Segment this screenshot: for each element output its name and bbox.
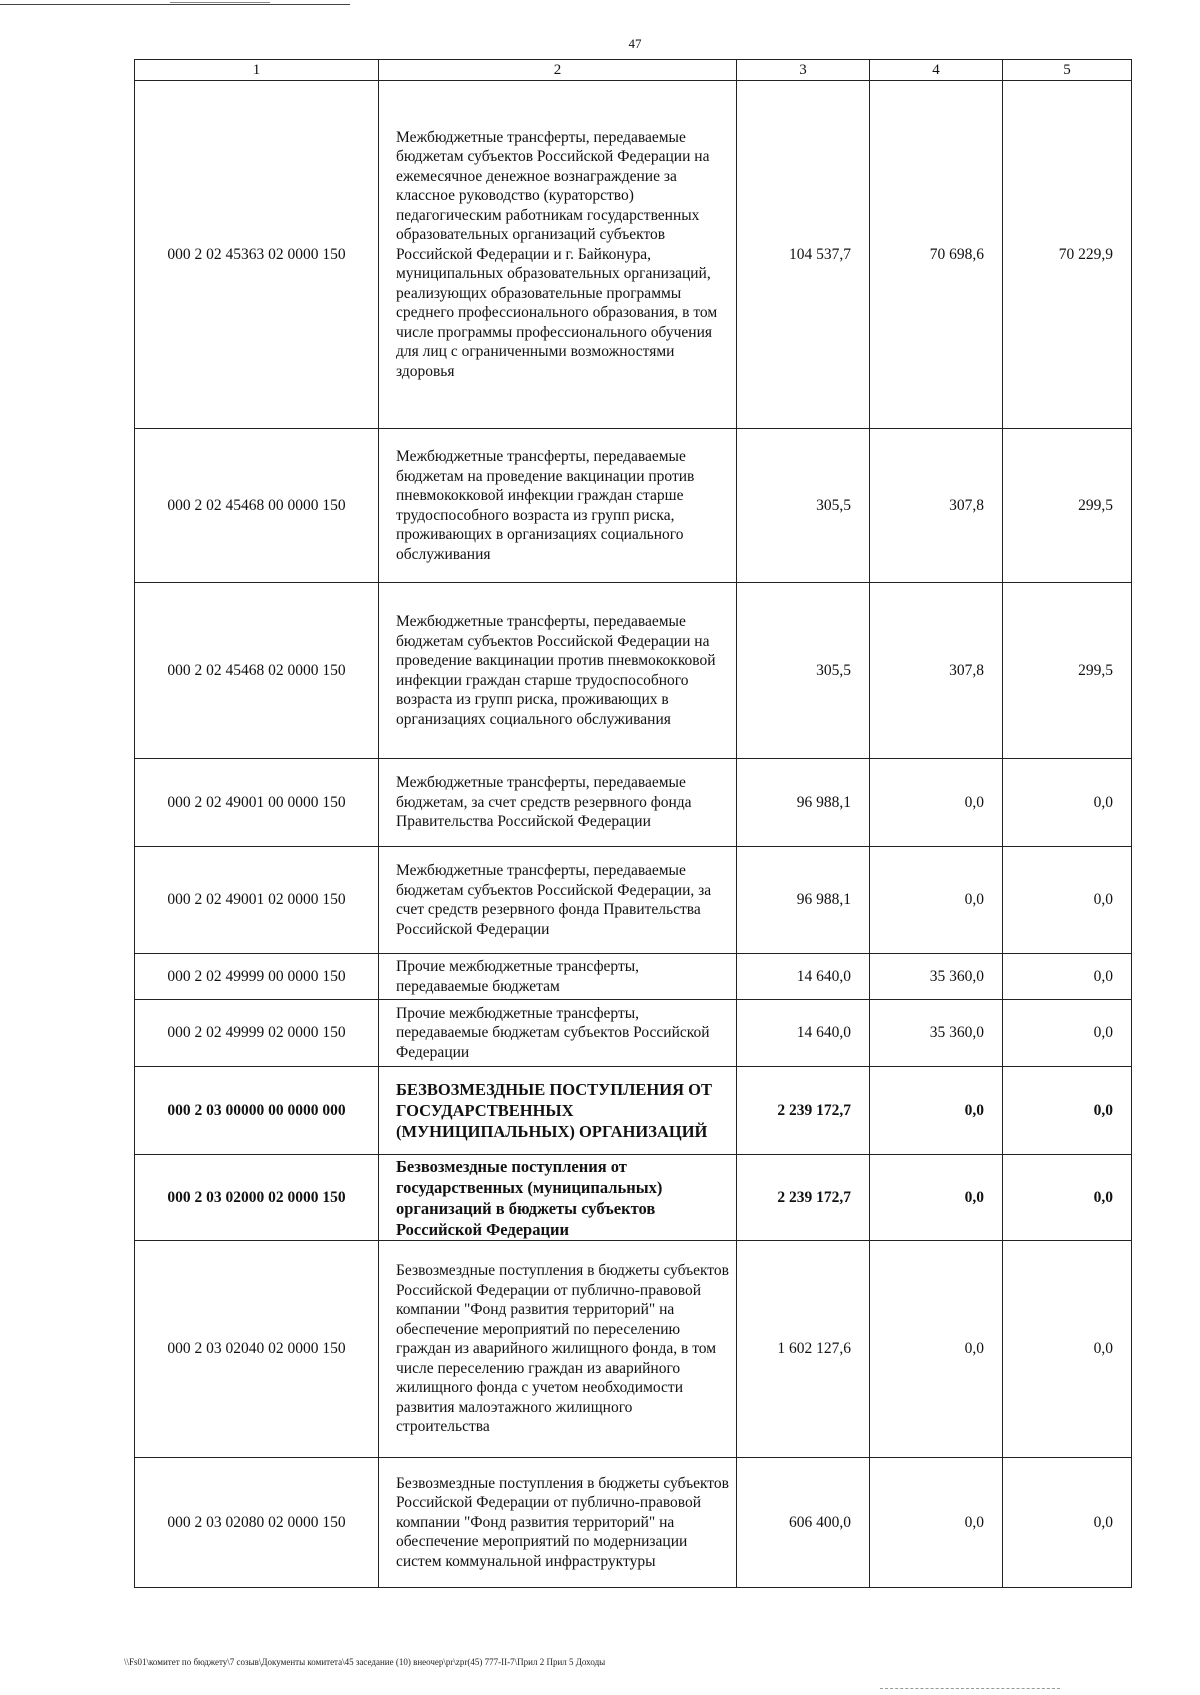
table-row [135,759,1132,847]
value-col3-cell: 96 988,1 [737,847,870,954]
table-row [135,1000,1132,1067]
value-col4-cell: 0,0 [870,1458,1003,1588]
value-col5-cell: 70 229,9 [1003,81,1132,429]
column-header: 2 [379,60,737,81]
description-cell: Межбюджетные трансферты, передаваемые бюджетам на проведение вакцинации против пневмококковой инфекции граждан старше трудоспособного возраста из групп риска, проживающих в организациях социального обслуживания [379,429,737,583]
budget-code-cell: 000 2 02 45468 02 0000 150 [135,583,379,759]
value-col3-cell: 96 988,1 [737,759,870,847]
value-col5-cell: 0,0 [1003,1067,1132,1155]
value-col4-cell: 307,8 [870,429,1003,583]
description-cell: Безвозмездные поступления в бюджеты субъектов Российской Федерации от публично-правовой компании "Фонд развития территорий" на обеспечение мероприятий по переселению граждан из аварийного жилищного фонда, в том числе переселению граждан из аварийного жилищного фонда с учетом необходимости развития малоэтажного жилищного строительства [379,1241,737,1458]
value-col4-cell: 0,0 [870,759,1003,847]
value-col5-cell: 299,5 [1003,429,1132,583]
scan-edge-line [880,1688,1060,1689]
table-row [135,429,1132,583]
table-row [135,81,1132,429]
description-cell: БЕЗВОЗМЕЗДНЫЕ ПОСТУПЛЕНИЯ ОТ ГОСУДАРСТВЕННЫХ (МУНИЦИПАЛЬНЫХ) ОРГАНИЗАЦИЙ [379,1067,737,1155]
value-col4-cell: 0,0 [870,1067,1003,1155]
description-cell: Безвозмездные поступления в бюджеты субъектов Российской Федерации от публично-правовой компании "Фонд развития территорий" на обеспечение мероприятий по модернизации систем коммунальной инфраструктуры [379,1458,737,1588]
description-cell: Безвозмездные поступления от государственных (муниципальных) организаций в бюджеты субъектов Российской Федерации [379,1155,737,1241]
budget-code-cell: 000 2 02 49999 00 0000 150 [135,954,379,1000]
table-row [135,1067,1132,1155]
value-col3-cell: 305,5 [737,583,870,759]
column-header: 3 [737,60,870,81]
value-col5-cell: 0,0 [1003,847,1132,954]
table-row [135,1241,1132,1458]
budget-code-cell: 000 2 03 00000 00 0000 000 [135,1067,379,1155]
budget-code-cell: 000 2 03 02040 02 0000 150 [135,1241,379,1458]
column-header: 4 [870,60,1003,81]
value-col3-cell: 2 239 172,7 [737,1067,870,1155]
budget-code-cell: 000 2 03 02080 02 0000 150 [135,1458,379,1588]
budget-code-cell: 000 2 02 49001 00 0000 150 [135,759,379,847]
value-col3-cell: 104 537,7 [737,81,870,429]
scan-edge-line [170,2,270,3]
value-col3-cell: 14 640,0 [737,1000,870,1067]
value-col5-cell: 0,0 [1003,1241,1132,1458]
table-row [135,1458,1132,1588]
budget-code-cell: 000 2 02 45363 02 0000 150 [135,81,379,429]
scan-edge-line [0,4,350,5]
table-row [135,954,1132,1000]
description-cell: Прочие межбюджетные трансферты, передаваемые бюджетам субъектов Российской Федерации [379,1000,737,1067]
value-col3-cell: 14 640,0 [737,954,870,1000]
description-cell: Межбюджетные трансферты, передаваемые бюджетам субъектов Российской Федерации на ежемесячное денежное вознаграждение за классное руководство (кураторство) педагогическим работникам государственных образовательных организаций субъектов Российской Федерации и г. Байконура, муниципальных образовательных организаций, реализующих образовательные программы среднего профессионального образования, в том числе программы профессионального обучения для лиц с ограниченными возможностями здоровья [379,81,737,429]
budget-code-cell: 000 2 03 02000 02 0000 150 [135,1155,379,1241]
value-col5-cell: 299,5 [1003,583,1132,759]
budget-code-cell: 000 2 02 49999 02 0000 150 [135,1000,379,1067]
column-header: 1 [135,60,379,81]
value-col3-cell: 1 602 127,6 [737,1241,870,1458]
value-col5-cell: 0,0 [1003,954,1132,1000]
value-col5-cell: 0,0 [1003,1458,1132,1588]
file-path-footer: \\Fs01\комитет по бюджету\7 созыв\Документы комитета\45 заседание (10) внеочер\pr\zpr(45) 777-II-7\Прил 2 Прил 5 Доходы [124,1657,606,1667]
value-col4-cell: 307,8 [870,583,1003,759]
budget-code-cell: 000 2 02 49001 02 0000 150 [135,847,379,954]
value-col4-cell: 0,0 [870,847,1003,954]
description-cell: Межбюджетные трансферты, передаваемые бюджетам субъектов Российской Федерации на проведение вакцинации против пневмококковой инфекции граждан старше трудоспособного возраста из групп риска, проживающих в организациях социального обслуживания [379,583,737,759]
value-col4-cell: 70 698,6 [870,81,1003,429]
value-col5-cell: 0,0 [1003,1000,1132,1067]
budget-table-wrapper [134,59,1131,1588]
value-col3-cell: 2 239 172,7 [737,1155,870,1241]
column-header: 5 [1003,60,1132,81]
budget-table [134,59,1132,1588]
table-row [135,583,1132,759]
budget-code-cell: 000 2 02 45468 00 0000 150 [135,429,379,583]
value-col4-cell: 35 360,0 [870,1000,1003,1067]
page-number: 47 [628,36,642,51]
value-col5-cell: 0,0 [1003,759,1132,847]
table-row [135,1155,1132,1241]
table-header-row [135,60,1132,81]
value-col4-cell: 0,0 [870,1241,1003,1458]
description-cell: Межбюджетные трансферты, передаваемые бюджетам субъектов Российской Федерации, за счет средств резервного фонда Правительства Российской Федерации [379,847,737,954]
table-row [135,847,1132,954]
description-cell: Прочие межбюджетные трансферты, передаваемые бюджетам [379,954,737,1000]
description-cell: Межбюджетные трансферты, передаваемые бюджетам, за счет средств резервного фонда Правительства Российской Федерации [379,759,737,847]
value-col4-cell: 0,0 [870,1155,1003,1241]
value-col3-cell: 606 400,0 [737,1458,870,1588]
value-col3-cell: 305,5 [737,429,870,583]
value-col5-cell: 0,0 [1003,1155,1132,1241]
value-col4-cell: 35 360,0 [870,954,1003,1000]
